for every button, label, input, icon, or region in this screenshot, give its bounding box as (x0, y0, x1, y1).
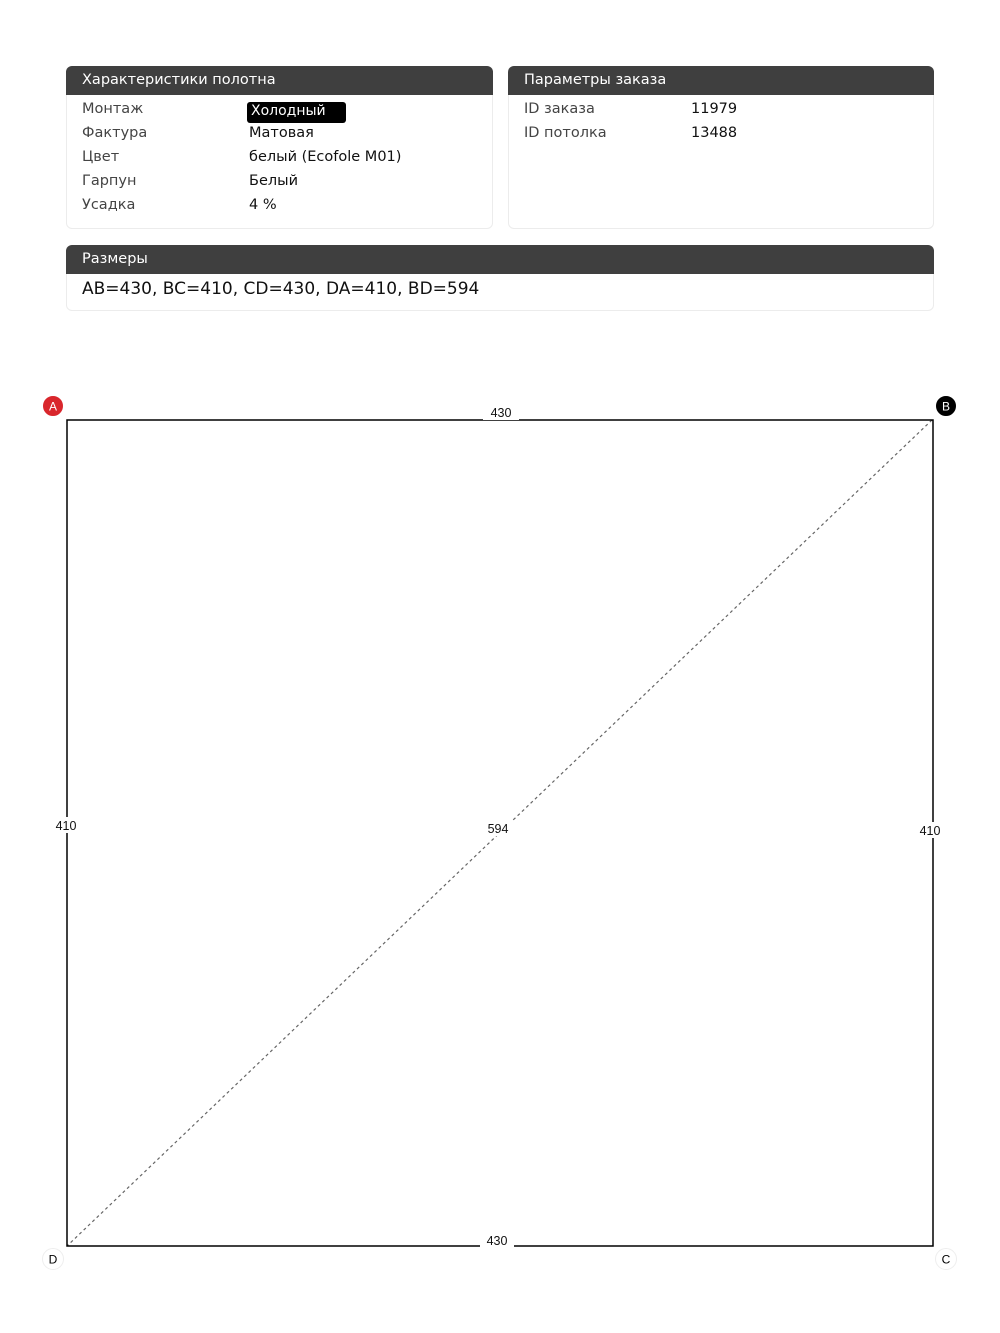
prop-value: 11979 (691, 101, 738, 117)
prop-value (247, 97, 346, 121)
prop-label: ID заказа (524, 101, 595, 117)
vertex-b-label: B (941, 399, 951, 414)
prop-row-ceiling-id (509, 121, 933, 145)
prop-label: ID потолка (524, 125, 607, 141)
vertex-a-label: A (48, 399, 58, 414)
prop-label: Фактура (82, 125, 148, 141)
prop-label: Монтаж (82, 101, 144, 117)
order-params-panel (508, 66, 934, 229)
order-params-list (509, 95, 933, 145)
vertex-d-label: D (48, 1252, 58, 1267)
prop-value: Матовая (249, 125, 314, 141)
edge-label-da: 410 (55, 819, 77, 833)
order-params-title: Параметры заказа (508, 66, 934, 95)
prop-row-color (67, 145, 492, 169)
prop-label: Гарпун (82, 173, 137, 189)
prop-row-texture (67, 121, 492, 145)
edge-label-ab: 430 (490, 406, 512, 420)
vertex-c (936, 1249, 957, 1270)
edge-label-bd: 594 (487, 822, 509, 836)
prop-row-shrinkage (67, 193, 492, 217)
dimensions-text: AB=430, BC=410, CD=430, DA=410, BD=594 (82, 279, 480, 299)
canvas-properties-panel (66, 66, 493, 229)
edge-label-cd: 430 (486, 1234, 508, 1248)
prop-row-mounting (67, 97, 492, 121)
prop-value: 4 % (249, 197, 277, 213)
prop-label: Цвет (82, 149, 120, 165)
mounting-badge: Холодный (247, 102, 346, 123)
vertex-d (43, 1249, 64, 1270)
prop-value: белый (Ecofole M01) (249, 149, 402, 165)
vertex-b (936, 396, 957, 417)
dimensions-panel (66, 245, 934, 311)
vertex-a (43, 396, 64, 417)
canvas-properties-title: Характеристики полотна (66, 66, 493, 95)
vertex-c-label: C (941, 1252, 951, 1267)
canvas-properties-list (67, 95, 492, 217)
dimensions-title: Размеры (66, 245, 934, 274)
ceiling-drawing (0, 380, 1000, 1280)
prop-value: Белый (249, 173, 299, 189)
prop-value: 13488 (691, 125, 738, 141)
prop-row-order-id (509, 97, 933, 121)
prop-label: Усадка (82, 197, 136, 213)
edge-label-bc: 410 (919, 824, 941, 838)
prop-row-harpoon (67, 169, 492, 193)
